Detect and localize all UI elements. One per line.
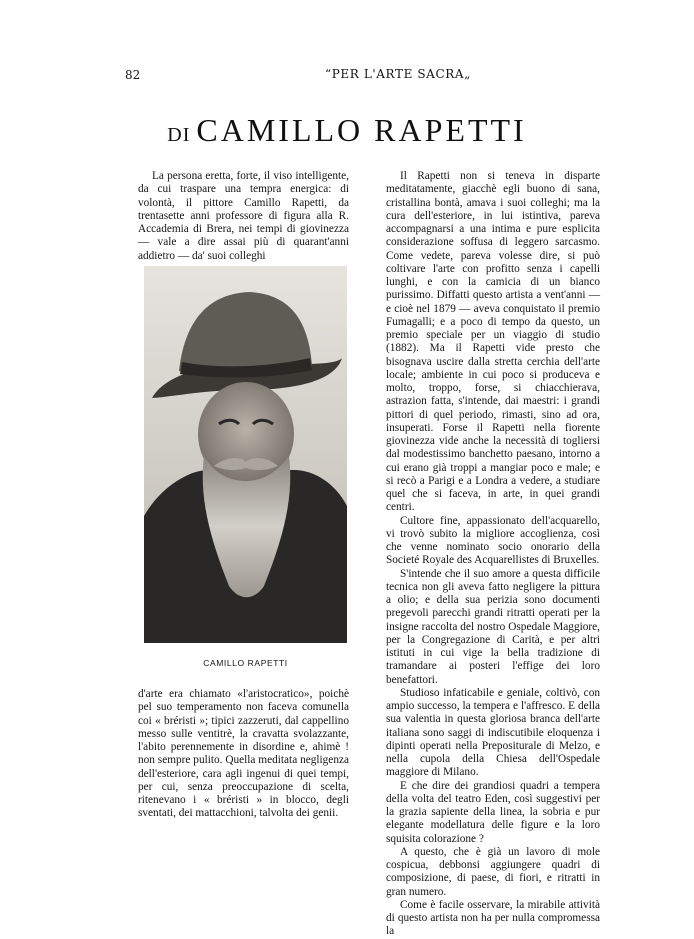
- paragraph: Studioso infaticabile e geniale, coltivò, con ampio successo, la tempera e l'affresco. E della sua valentia in questa gloriosa branca dell'arte italiana sono saggi di indiscutibile eloquenza i dipinti operati nella Prepositurale di Melzo, e nella cupola della Chiesa dell'Ospedale maggiore di Milano.: [386, 686, 600, 779]
- paragraph: A questo, che è già un lavoro di mole cospicua, debbonsi aggiungere quadri di composizione, di paese, di fiori, e ritratti in gran numero.: [386, 845, 600, 898]
- title-text: CAMILLO RAPETTI: [196, 112, 527, 148]
- paragraph: d'arte era chiamato «l'aristocratico», poichè pel suo temperamento non faceva comunella coi « bréristi »; tipici zazzeruti, dal cappellino messo sulle ventitrè, la cravatta svolazzante, l'abito perennemente in disordine e, ahimè ! non sempre pulito. Quella meditata negligenza dell'esteriore, cara agli ingenui di quei tempi, per cui, senza preoccupazione di scelta, ritenevano i « bréristi » in blocco, degli sventati, dei mattacchioni, talvolta dei genii.: [138, 688, 349, 820]
- portrait-photo-icon: [144, 266, 347, 643]
- article-title: [0, 112, 694, 149]
- paragraph: La persona eretta, forte, il viso intelligente, da cui traspare una tempra energica: di volontà, il pittore Camillo Rapetti, da trentasette anni professore di figura alla R. Accademia di Brera, nei tempi di giovinezza — vale a dire assai più di quarant'anni addietro — da' suoi colleghi: [138, 170, 349, 262]
- portrait-photo: [144, 266, 347, 643]
- right-column: [386, 170, 600, 939]
- paragraph: Cultore fine, appassionato dell'acquarello, vi trovò subito la migliore accoglienza, così che venne nominato socio onorario della Societé Royale des Acquarellistes di Bruxelles.: [386, 514, 600, 567]
- paragraph: E che dire dei grandiosi quadri a tempera della volta del teatro Eden, così suggestivi per la grazia sapiente della linea, la sobria e pur elegante modellatura delle figure e la loro squisita colorazione ?: [386, 779, 600, 845]
- paragraph: S'intende che il suo amore a questa difficile tecnica non gli aveva fatto negligere la pittura a olio; e della sua perizia sono documenti pregevoli parecchi grandi ritratti operati per la insigne raccolta del nostro Ospedale Maggiore, per la Congregazione di Carità, e per altri istituti in cui vige la bella tradizione di tramandare ai posteri l'effige dei loro benefattori.: [386, 567, 600, 686]
- photo-caption: CAMILLO RAPETTI: [203, 658, 288, 668]
- paragraph: Il Rapetti non si teneva in disparte meditatamente, giacchè egli buono di sana, cristallina bontà, amava i suoi colleghi; ma la cura dell'esteriore, in lui istintiva, pareva accompagnarsi a una intima e pure esplicita considerazione soffusa di leggero sarcasmo. Come vedete, pareva volesse dire, si può coltivare l'arte con profitto senza i capelli lunghi, e con la camicia di un bianco purissimo. Diffatti questo artista a vent'anni — e cioè nel 1879 — aveva conquistato il premio Fumagalli; e a poco di tempo da questo, un premio speciale per un viaggio di studio (1882). Ma il Rapetti vide presto che bisognava uscire dalla stretta cerchia dell'arte locale; ambiente in cui poco si produceva e molto, troppo, forse, si chiacchierava, astrazion fatta, s'intende, dai maestri: i grandi pittori di quel periodo, rimasti, sino ad ora, insuperati. Forse il Rapetti nella fiorente giovinezza vide anche la necessità di togliersi dal modestissimo banchetto paesano, intorno a cui erano già troppi a mangiar poco e male; e si recò a Parigi e a Londra a vedere, a studiare quel che si faceva, in arte, in quei grandi centri.: [386, 170, 600, 514]
- title-prefix: DI: [167, 124, 191, 146]
- paragraph: Come è facile osservare, la mirabile attività di questo artista non ha per nulla compromessa la: [386, 898, 600, 938]
- running-title: “PER L'ARTE SACRA„: [325, 67, 471, 81]
- left-column-top: [138, 170, 349, 263]
- left-column-bottom: [138, 688, 349, 821]
- page-number: 82: [125, 68, 141, 82]
